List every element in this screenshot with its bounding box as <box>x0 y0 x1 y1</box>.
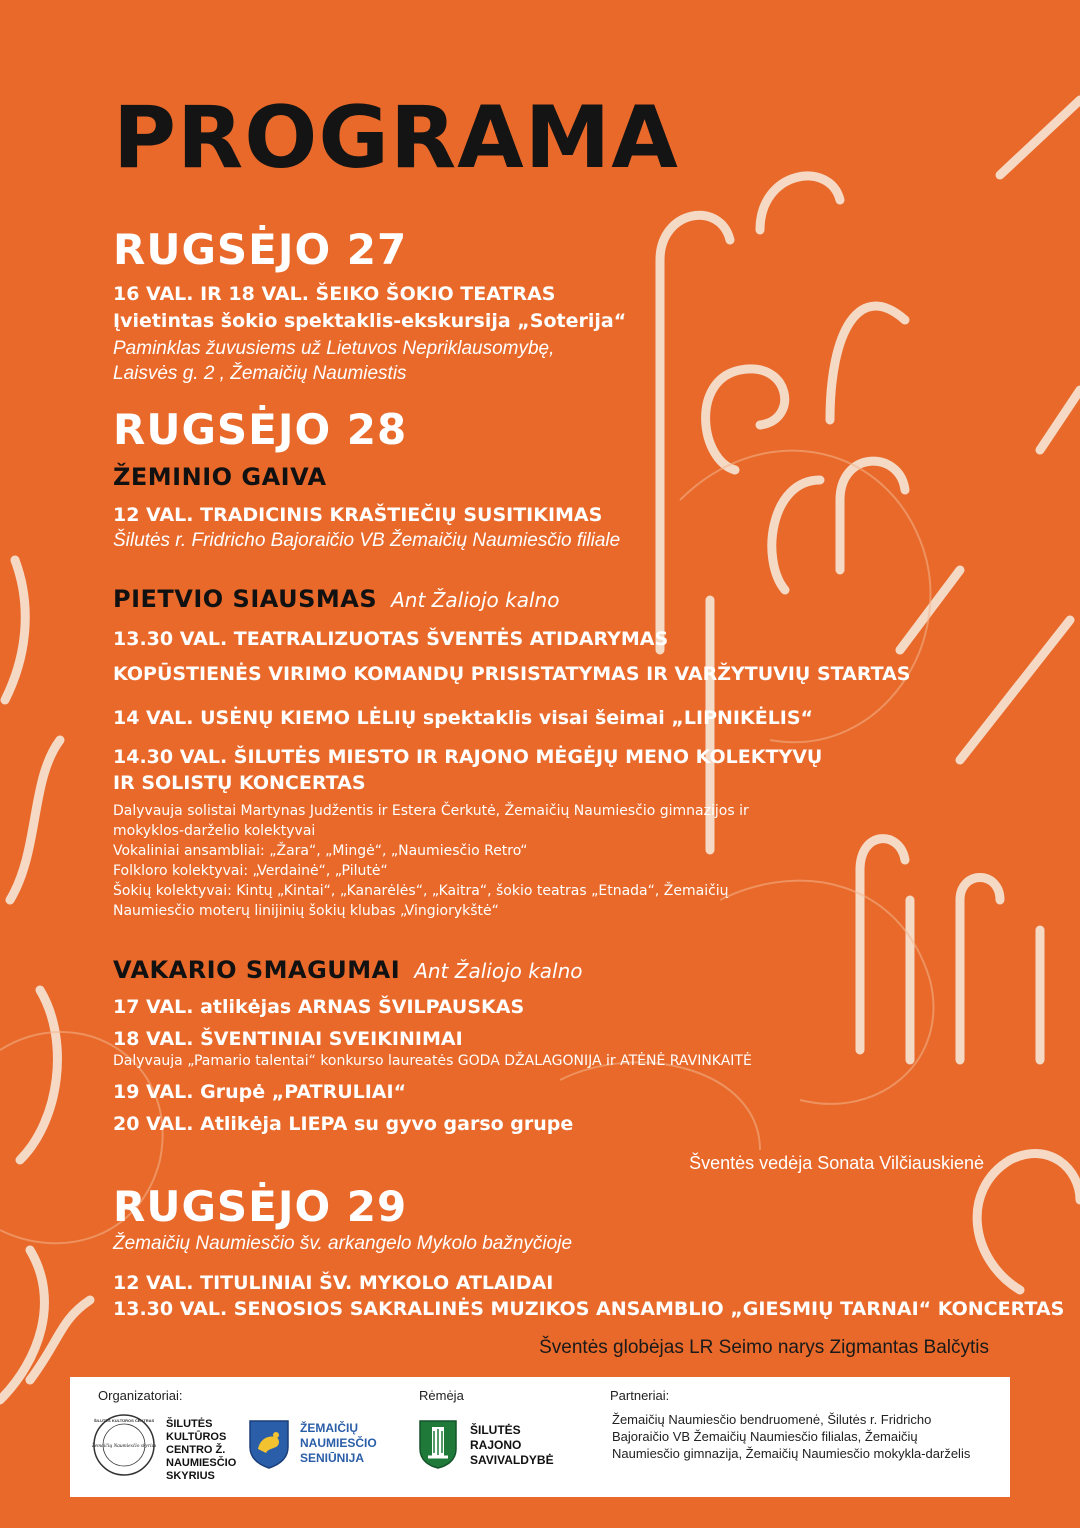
event-line: KOPŪSTIENĖS VIRIMO KOMANDŲ PRISISTATYMAS IR VARŽYTUVIŲ STARTAS <box>113 663 911 685</box>
location-line: Šilutės r. Fridricho Bajoraičio VB Žemaičių Naumiesčio filiale <box>113 530 621 551</box>
details-line: Naumiesčio moterų linijinių šokių klubas „Vingiorykštė“ <box>113 903 499 919</box>
municipality-shield-icon <box>418 1419 458 1469</box>
section-title-row <box>113 585 559 613</box>
org2-line: SENIŪNIJA <box>300 1451 365 1465</box>
org2-line: ŽEMAIČIŲ <box>300 1421 358 1435</box>
date-heading-27: RUGSĖJO 27 <box>113 225 408 274</box>
sponsor-line: ŠILUTĖS <box>470 1423 521 1437</box>
details-line: mokyklos-darželio kolektyvai <box>113 823 316 839</box>
org1-line: SKYRIUS <box>166 1470 215 1482</box>
host-credit: Šventės vedėja Sonata Vilčiauskienė <box>689 1153 984 1173</box>
event-line: 14 VAL. USĖNŲ KIEMO LĖLIŲ spektaklis visai šeimai „LIPNIKĖLIS“ <box>113 707 814 729</box>
org1-line: NAUMIESČIO <box>166 1457 237 1469</box>
coat-of-arms-icon <box>248 1419 290 1469</box>
sponsor-name <box>470 1423 554 1468</box>
sponsor-label: Rėmėja <box>419 1388 464 1403</box>
footer-sponsors <box>70 1377 1010 1497</box>
details-line: Vokaliniai ansambliai: „Žara“, „Mingė“, „Naumiesčio Retro“ <box>113 843 528 859</box>
org2-line: NAUMIESČIO <box>300 1436 377 1450</box>
event-line: 16 VAL. IR 18 VAL. ŠEIKO ŠOKIO TEATRAS <box>113 283 556 305</box>
partners-list: Žemaičių Naumiesčio bendruomenė, Šilutės r. Fridricho Bajoraičio VB Žemaičių Naumiesčio filialas, Žemaičių Naumiesčio gimnazija, Žemaičių Naumiesčio mokykla-darželis <box>612 1412 971 1461</box>
event-line: 20 VAL. Atlikėja LIEPA su gyvo garso grupe <box>113 1113 574 1135</box>
org2-name <box>300 1421 377 1466</box>
partners-label: Partneriai: <box>610 1388 670 1403</box>
org1-line: CENTRO Ž. <box>166 1444 226 1456</box>
section-title-row <box>113 956 583 984</box>
event-line: 18 VAL. ŠVENTINIAI SVEIKINIMAI <box>113 1028 463 1050</box>
patron-credit: Šventės globėjas LR Seimo narys Zigmantas Balčytis <box>539 1337 989 1358</box>
event-line: IR SOLISTŲ KONCERTAS <box>113 772 366 794</box>
event-line: 12 VAL. TITULINIAI ŠV. MYKOLO ATLAIDAI <box>113 1272 554 1294</box>
sponsor-line: SAVIVALDYBĖ <box>470 1453 554 1467</box>
event-line: 17 VAL. atlikėjas ARNAS ŠVILPAUSKAS <box>113 996 525 1018</box>
details-line: Folkloro kolektyvai: „Verdainė“, „Pilutė“ <box>113 863 388 879</box>
location-line: Žemaičių Naumiesčio šv. arkangelo Mykolo bažnyčioje <box>113 1233 573 1254</box>
org1-name <box>166 1418 236 1483</box>
event-line: 12 VAL. TRADICINIS KRAŠTIEČIŲ SUSITIKIMAS <box>113 504 603 526</box>
location-line: Paminklas žuvusiems už Lietuvos Nepriklausomybę, <box>113 338 555 359</box>
details-line: Dalyvauja solistai Martynas Judžentis ir Estera Čerkutė, Žemaičių Naumiesčio gimnazijos ir <box>113 803 749 819</box>
event-line: 13.30 VAL. TEATRALIZUOTAS ŠVENTĖS ATIDARYMAS <box>113 628 669 650</box>
organizers-label: Organizatoriai: <box>98 1388 183 1403</box>
date-heading-29: RUGSĖJO 29 <box>113 1182 408 1231</box>
section-title: VAKARIO SMAGUMAI <box>113 956 401 984</box>
page-title: PROGRAMA <box>113 88 679 188</box>
details-line: Dalyvauja „Pamario talentai“ konkurso laureatės GODA DŽALAGONIJA ir ATĖNĖ RAVINKAITĖ <box>113 1053 752 1069</box>
section-location: Ant Žaliojo kalno <box>414 959 583 983</box>
seal-inner-text: Žemaičių Naumiesčio skyrius <box>92 1443 156 1449</box>
section-location: Ant Žaliojo kalno <box>391 588 560 612</box>
org1-line: ŠILUTĖS <box>166 1418 213 1430</box>
seal-ring-text: ŠILUTĖS KULTŪROS CENTRAS <box>93 1418 155 1423</box>
sponsor-line: RAJONO <box>470 1438 522 1452</box>
org1-line: KULTŪROS <box>166 1431 227 1443</box>
event-line: 14.30 VAL. ŠILUTĖS MIESTO IR RAJONO MĖGĖJŲ MENO KOLEKTYVŲ <box>113 746 823 768</box>
details-line: Šokių kolektyvai: Kintų „Kintai“, „Kanarėlės“, „Kaitra“, šokio teatras „Etnada“, Žemaičių <box>113 883 729 899</box>
culture-centre-seal-logo <box>92 1413 156 1477</box>
location-line: Laisvės g. 2 , Žemaičių Naumiestis <box>113 363 407 384</box>
section-title: PIETVIO SIAUSMAS <box>113 585 378 613</box>
event-line: Įvietintas šokio spektaklis-ekskursija „Soterija“ <box>113 310 627 332</box>
date-heading-28: RUGSĖJO 28 <box>113 405 408 454</box>
event-line: 19 VAL. Grupė „PATRULIAI“ <box>113 1081 407 1103</box>
section-title: ŽEMINIO GAIVA <box>113 463 327 491</box>
event-line: 13.30 VAL. SENOSIOS SAKRALINĖS MUZIKOS ANSAMBLIO „GIESMIŲ TARNAI“ KONCERTAS <box>113 1298 1065 1320</box>
